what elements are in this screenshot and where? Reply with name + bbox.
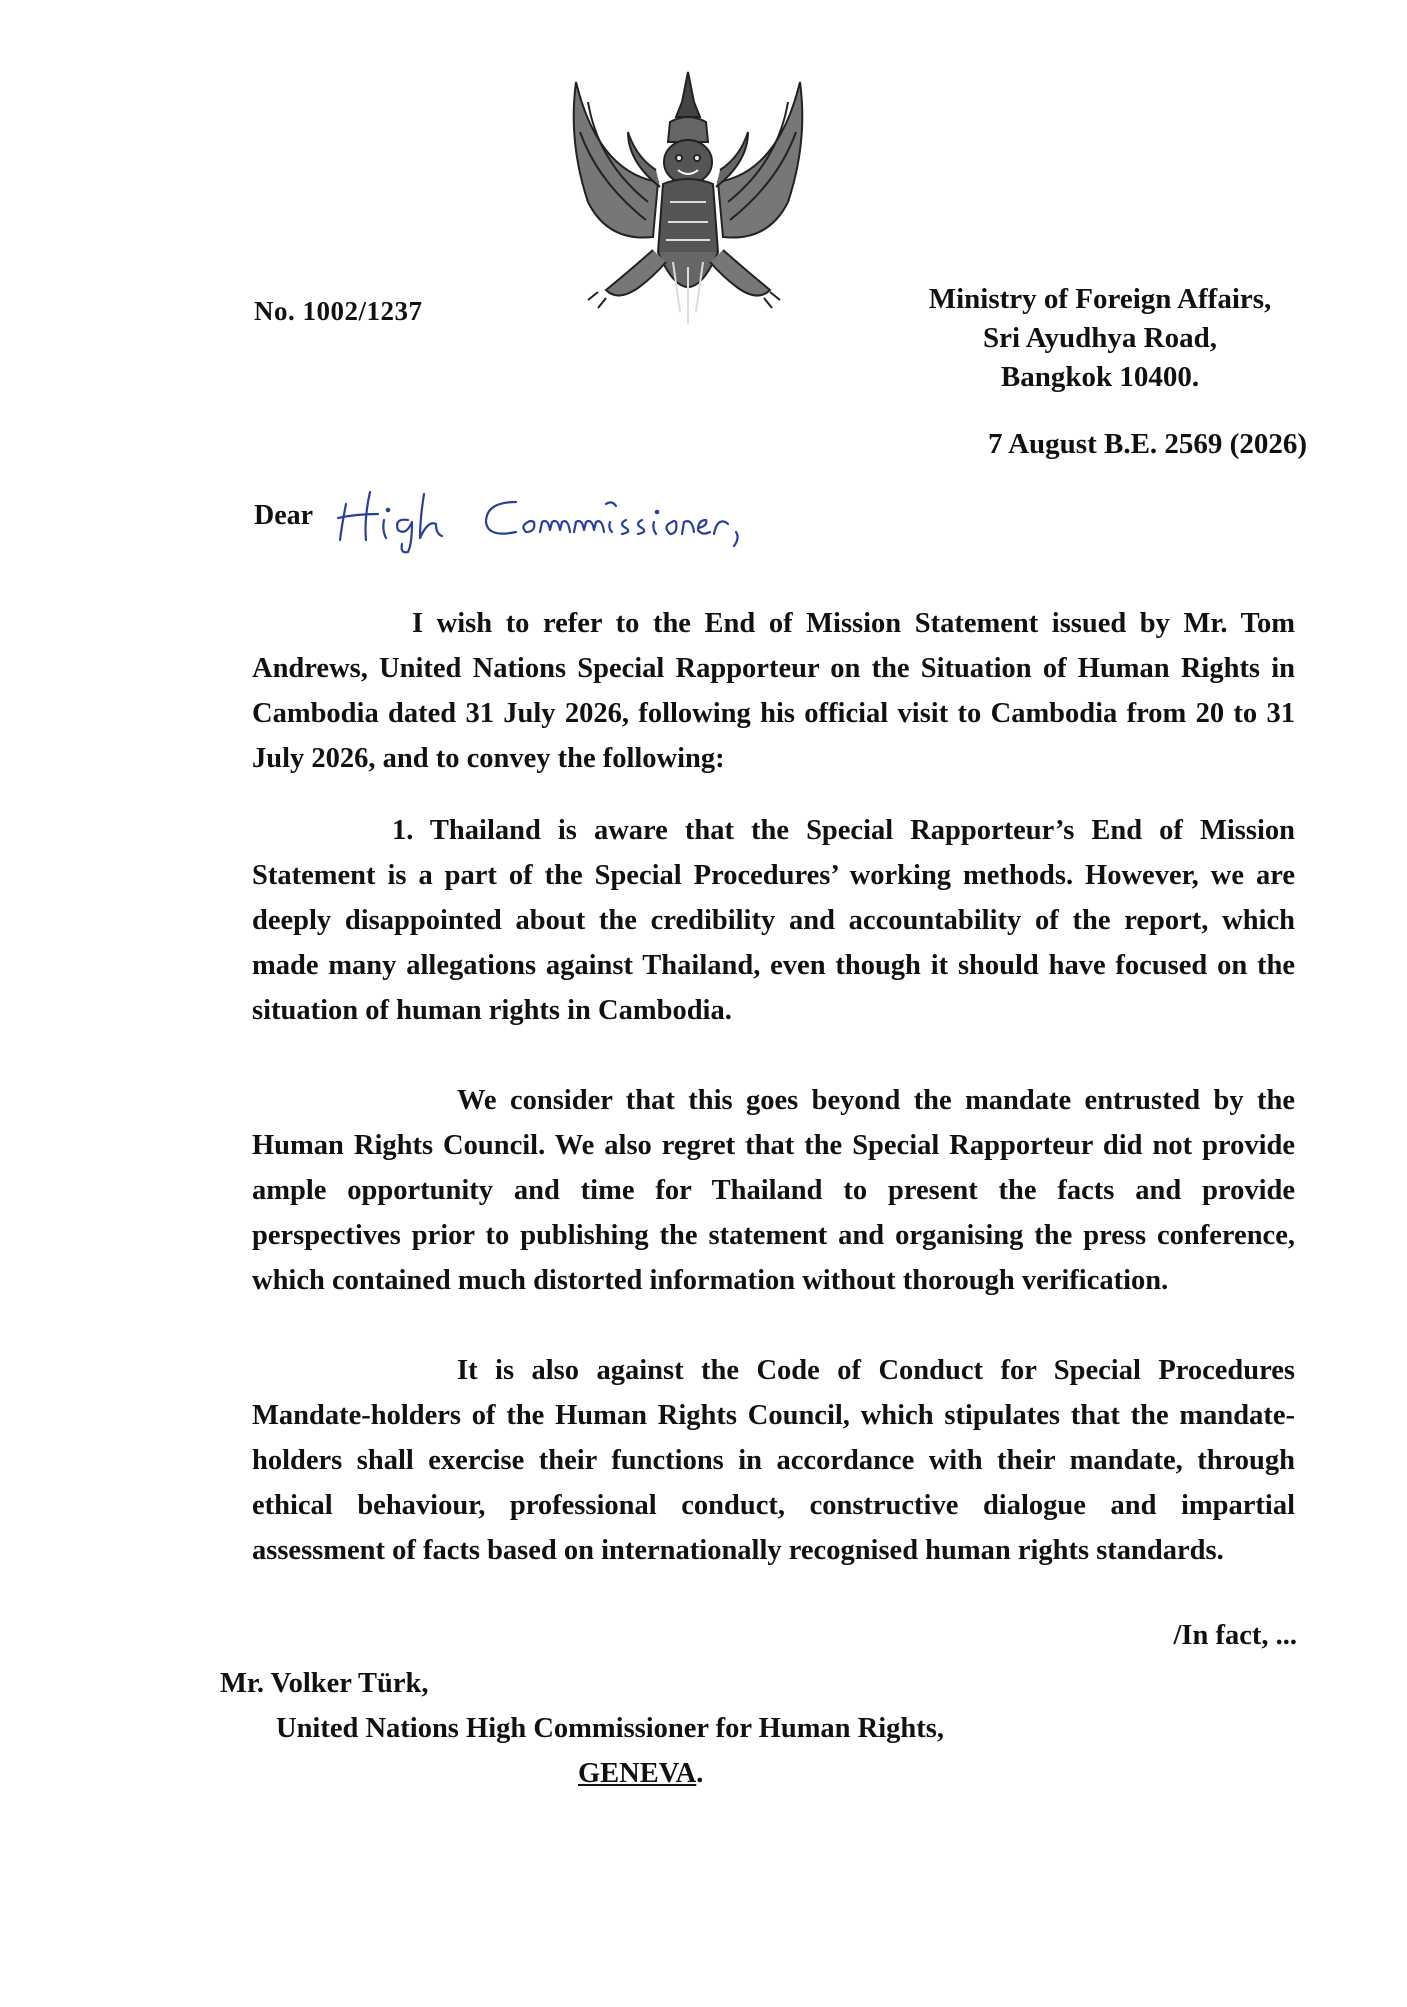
reference-number: No. 1002/1237 — [254, 296, 423, 326]
body-paragraph-2 — [252, 808, 1295, 1033]
body-paragraph-3 — [252, 1078, 1295, 1303]
recipient-city-name: GENEVA — [578, 1758, 697, 1789]
body-paragraph-4 — [252, 1348, 1295, 1573]
paragraph-text: 1. Thailand is aware that the Special Rapporteur’s End of Mission Statement is a part of the Special Procedures’ working methods. However, we are deeply disappointed about the credibility and accountability of the report, which made many allegations against Thailand, even though it should have focused on the situation of human rights in Cambodia. — [252, 815, 1295, 1026]
body-paragraph-1 — [252, 601, 1295, 781]
address-line-road: Sri Ayudhya Road, — [983, 322, 1217, 354]
letter-date: 7 August B.E. 2569 (2026) — [987, 428, 1307, 460]
address-line-city: Bangkok 10400. — [1000, 361, 1200, 393]
handwritten-salutation — [336, 474, 816, 554]
recipient-name: Mr. Volker Türk, — [220, 1668, 429, 1699]
paragraph-text: I wish to refer to the End of Mission Statement issued by Mr. Tom Andrews, United Nations Special Rapporteur on the Situation of Human Rights in Cambodia dated 31 July 2026, following his official visit to Cambodia from 20 to 31 July 2026, and to convey the following: — [252, 608, 1295, 774]
paragraph-text: We consider that this goes beyond the mandate entrusted by the Human Rights Council. We also regret that the Special Rapporteur did not provide ample opportunity and time for Thailand to present the facts and provide perspectives prior to publishing the statement and organising the press conference, which contained much distorted information without thorough verification. — [252, 1085, 1295, 1296]
paragraph-text: It is also against the Code of Conduct for Special Procedures Mandate-holders of the Human Rights Council, which stipulates that the mandate-holders shall exercise their functions in accordance with their mandate, through ethical behaviour, professional conduct, constructive dialogue and impartial assessment of facts based on internationally recognised human rights standards. — [252, 1355, 1295, 1566]
salutation-dear: Dear — [254, 500, 314, 531]
garuda-emblem-icon — [558, 62, 818, 352]
address-line-ministry: Ministry of Foreign Affairs, — [928, 283, 1272, 315]
recipient-city-punct: . — [696, 1758, 704, 1789]
sender-address — [900, 280, 1300, 397]
page-continuation-note: /In fact, ... — [1173, 1620, 1297, 1651]
recipient-city — [578, 1758, 703, 1790]
recipient-title: United Nations High Commissioner for Human Rights, — [276, 1713, 944, 1744]
